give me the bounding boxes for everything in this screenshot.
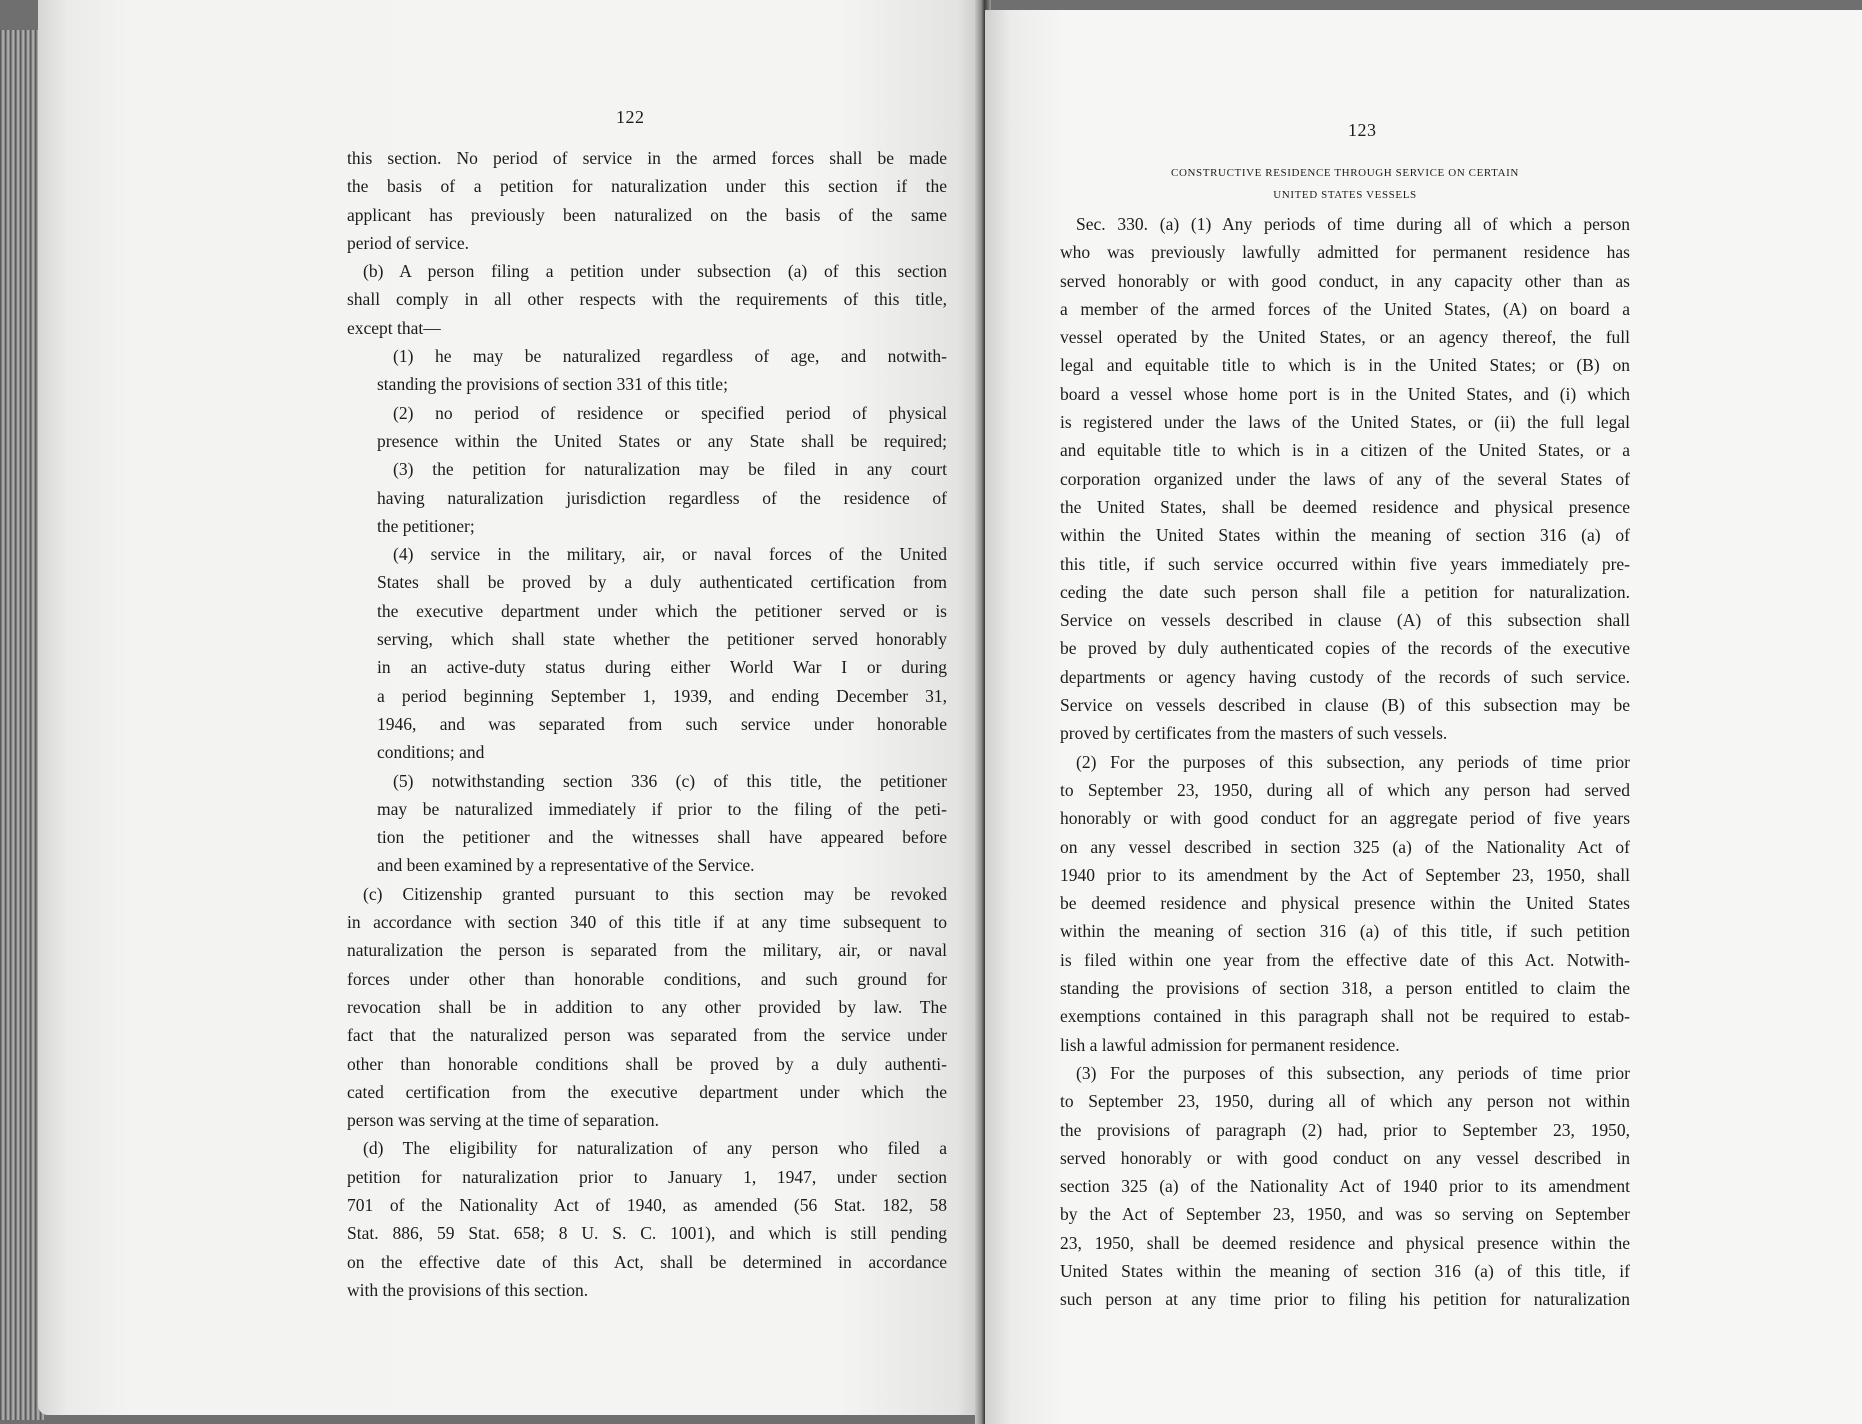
text-line: 701 of the Nationality Act of 1940, as amended (56 Stat. 182, 58 <box>347 1194 947 1215</box>
text-line: legal and equitable title to which is in the United States; or (B) on <box>1060 355 1630 376</box>
section-heading-line: CONSTRUCTIVE RESIDENCE THROUGH SERVICE ON CERTAIN <box>1171 167 1519 179</box>
text-line: exemptions contained in this paragraph shall not be required to estab- <box>1060 1006 1630 1027</box>
text-line: naturalization the person is separated from the military, air, or naval <box>347 940 947 961</box>
text-line: a member of the armed forces of the United States, (A) on board a <box>1060 298 1630 319</box>
text-line: (5) notwithstanding section 336 (c) of this title, the petitioner <box>393 770 947 791</box>
text-line: within the meaning of section 316 (a) of this title, if such petition <box>1060 921 1630 942</box>
text-line: Stat. 886, 59 Stat. 658; 8 U. S. C. 1001), and which is still pending <box>347 1223 947 1244</box>
text-line: forces under other than honorable conditions, and such ground for <box>347 968 947 989</box>
page-number: 123 <box>1348 120 1377 140</box>
text-line: the petitioner; <box>377 515 475 536</box>
text-line: (b) A person filing a petition under subsection (a) of this section <box>363 261 947 282</box>
text-line: the United States, shall be deemed residence and physical presence <box>1060 496 1630 517</box>
text-line: served honorably or with good conduct, in any capacity other than as <box>1060 270 1630 291</box>
text-line: (d) The eligibility for naturalization of any person who filed a <box>363 1138 947 1159</box>
text-line: conditions; and <box>377 742 485 763</box>
text-line: on any vessel described in section 325 (a) of the Nationality Act of <box>1060 836 1630 857</box>
text-line: other than honorable conditions shall be proved by a duly authenti- <box>347 1053 947 1074</box>
text-line: this section. No period of service in the armed forces shall be made <box>347 148 947 168</box>
text-line: (3) For the purposes of this subsection, any periods of time prior <box>1076 1062 1630 1083</box>
left-page-body <box>347 144 949 1304</box>
text-line: and been examined by a representative of the Service. <box>377 855 755 876</box>
text-line: honorably or with good conduct for an aggregate period of five years <box>1060 808 1630 829</box>
section-heading-line: UNITED STATES VESSELS <box>1273 189 1417 201</box>
text-line: board a vessel whose home port is in the United States, and (i) which <box>1060 383 1630 404</box>
text-line: be deemed residence and physical presence within the United States <box>1060 893 1630 914</box>
text-line: presence within the United States or any State shall be required; <box>377 430 947 451</box>
text-line: (1) he may be naturalized regardless of age, and notwith- <box>393 346 947 367</box>
text-line: is filed within one year from the effective date of this Act. Notwith- <box>1060 949 1630 970</box>
text-line: having naturalization jurisdiction regardless of the residence of <box>377 487 947 508</box>
text-line: this title, if such service occurred within five years immediately pre- <box>1060 553 1630 574</box>
text-line: may be naturalized immediately if prior to the filing of the peti- <box>377 798 947 819</box>
text-line: vessel operated by the United States, or an agency thereof, the full <box>1060 327 1630 348</box>
text-line: standing the provisions of section 331 of this title; <box>377 374 728 395</box>
text-line: within the United States within the meaning of section 316 (a) of <box>1060 525 1630 546</box>
text-line: fact that the naturalized person was separated from the service under <box>347 1025 947 1046</box>
text-line: in an active-duty status during either World War I or during <box>377 657 947 678</box>
text-line: who was previously lawfully admitted for permanent residence has <box>1060 242 1630 263</box>
text-line: lish a lawful admission for permanent residence. <box>1060 1034 1400 1055</box>
text-line: shall comply in all other respects with the requirements of this title, <box>347 289 947 310</box>
text-line: departments or agency having custody of the records of such service. <box>1060 666 1630 687</box>
left-page <box>38 0 980 1415</box>
right-page-body <box>1060 210 1630 1314</box>
right-page <box>985 10 1862 1424</box>
text-line: (2) no period of residence or specified period of physical <box>393 402 947 423</box>
text-line: period of service. <box>347 232 469 253</box>
text-line: cated certification from the executive department under which the <box>347 1081 947 1102</box>
text-line: (4) service in the military, air, or naval forces of the United <box>393 544 947 565</box>
text-line: be proved by duly authenticated copies of the records of the executive <box>1060 638 1630 659</box>
text-line: 23, 1950, shall be deemed residence and physical presence within the <box>1060 1232 1630 1253</box>
text-line: 1940 prior to its amendment by the Act of September 23, 1950, shall <box>1060 864 1630 885</box>
text-line: such person at any time prior to filing his petition for naturalization <box>1060 1289 1630 1310</box>
text-line: Service on vessels described in clause (A) of this subsection shall <box>1060 610 1630 631</box>
text-line: Sec. 330. (a) (1) Any periods of time during all of which a person <box>1076 214 1630 234</box>
text-line: the executive department under which the petitioner served or is <box>377 600 947 621</box>
text-line: with the provisions of this section. <box>347 1279 589 1300</box>
text-line: served honorably or with good conduct on any vessel described in <box>1060 1147 1630 1168</box>
text-line: section 325 (a) of the Nationality Act of 1940 prior to its amendment <box>1060 1176 1630 1197</box>
text-line: Service on vessels described in clause (B) of this subsection may be <box>1060 695 1630 716</box>
text-line: (c) Citizenship granted pursuant to this section may be revoked <box>363 883 947 904</box>
text-line: in accordance with section 340 of this title if at any time subsequent to <box>347 912 947 933</box>
text-line: the provisions of paragraph (2) had, prior to September 23, 1950, <box>1060 1119 1630 1140</box>
text-line: United States within the meaning of section 316 (a) of this title, if <box>1060 1260 1630 1281</box>
text-line: petition for naturalization prior to January 1, 1947, under section <box>347 1166 947 1187</box>
text-line: ceding the date such person shall file a petition for naturalization. <box>1060 581 1630 602</box>
text-line: to September 23, 1950, during all of which any person not within <box>1060 1091 1630 1112</box>
text-line: revocation shall be in addition to any other provided by law. The <box>347 996 947 1017</box>
text-line: tion the petitioner and the witnesses shall have appeared before <box>377 827 947 848</box>
text-line: is registered under the laws of the United States, or (ii) the full legal <box>1060 412 1630 433</box>
text-line: (3) the petition for naturalization may be filed in any court <box>393 459 947 480</box>
text-line: applicant has previously been naturalized on the basis of the same <box>347 204 947 225</box>
text-line: proved by certificates from the masters of such vessels. <box>1060 723 1448 744</box>
text-line: person was serving at the time of separation. <box>347 1110 659 1131</box>
text-line: (2) For the purposes of this subsection, any periods of time prior <box>1076 751 1630 772</box>
text-line: corporation organized under the laws of any of the several States of <box>1060 468 1630 489</box>
text-line: the basis of a petition for naturalization under this section if the <box>347 176 947 197</box>
text-line: a period beginning September 1, 1939, and ending December 31, <box>377 685 947 706</box>
text-line: serving, which shall state whether the petitioner served honorably <box>377 629 947 650</box>
text-line: by the Act of September 23, 1950, and was so serving on September <box>1060 1204 1630 1225</box>
page-number: 122 <box>616 107 645 127</box>
text-line: and equitable title to which is in a citizen of the United States, or a <box>1060 440 1630 461</box>
section-heading <box>1090 162 1600 206</box>
text-line: on the effective date of this Act, shall be determined in accordance <box>347 1251 947 1272</box>
text-line: standing the provisions of section 318, a person entitled to claim the <box>1060 978 1630 999</box>
text-line: 1946, and was separated from such service under honorable <box>377 713 947 734</box>
text-line: except that— <box>347 317 441 338</box>
text-line: to September 23, 1950, during all of which any person had served <box>1060 779 1630 800</box>
text-line: States shall be proved by a duly authenticated certification from <box>377 572 947 593</box>
